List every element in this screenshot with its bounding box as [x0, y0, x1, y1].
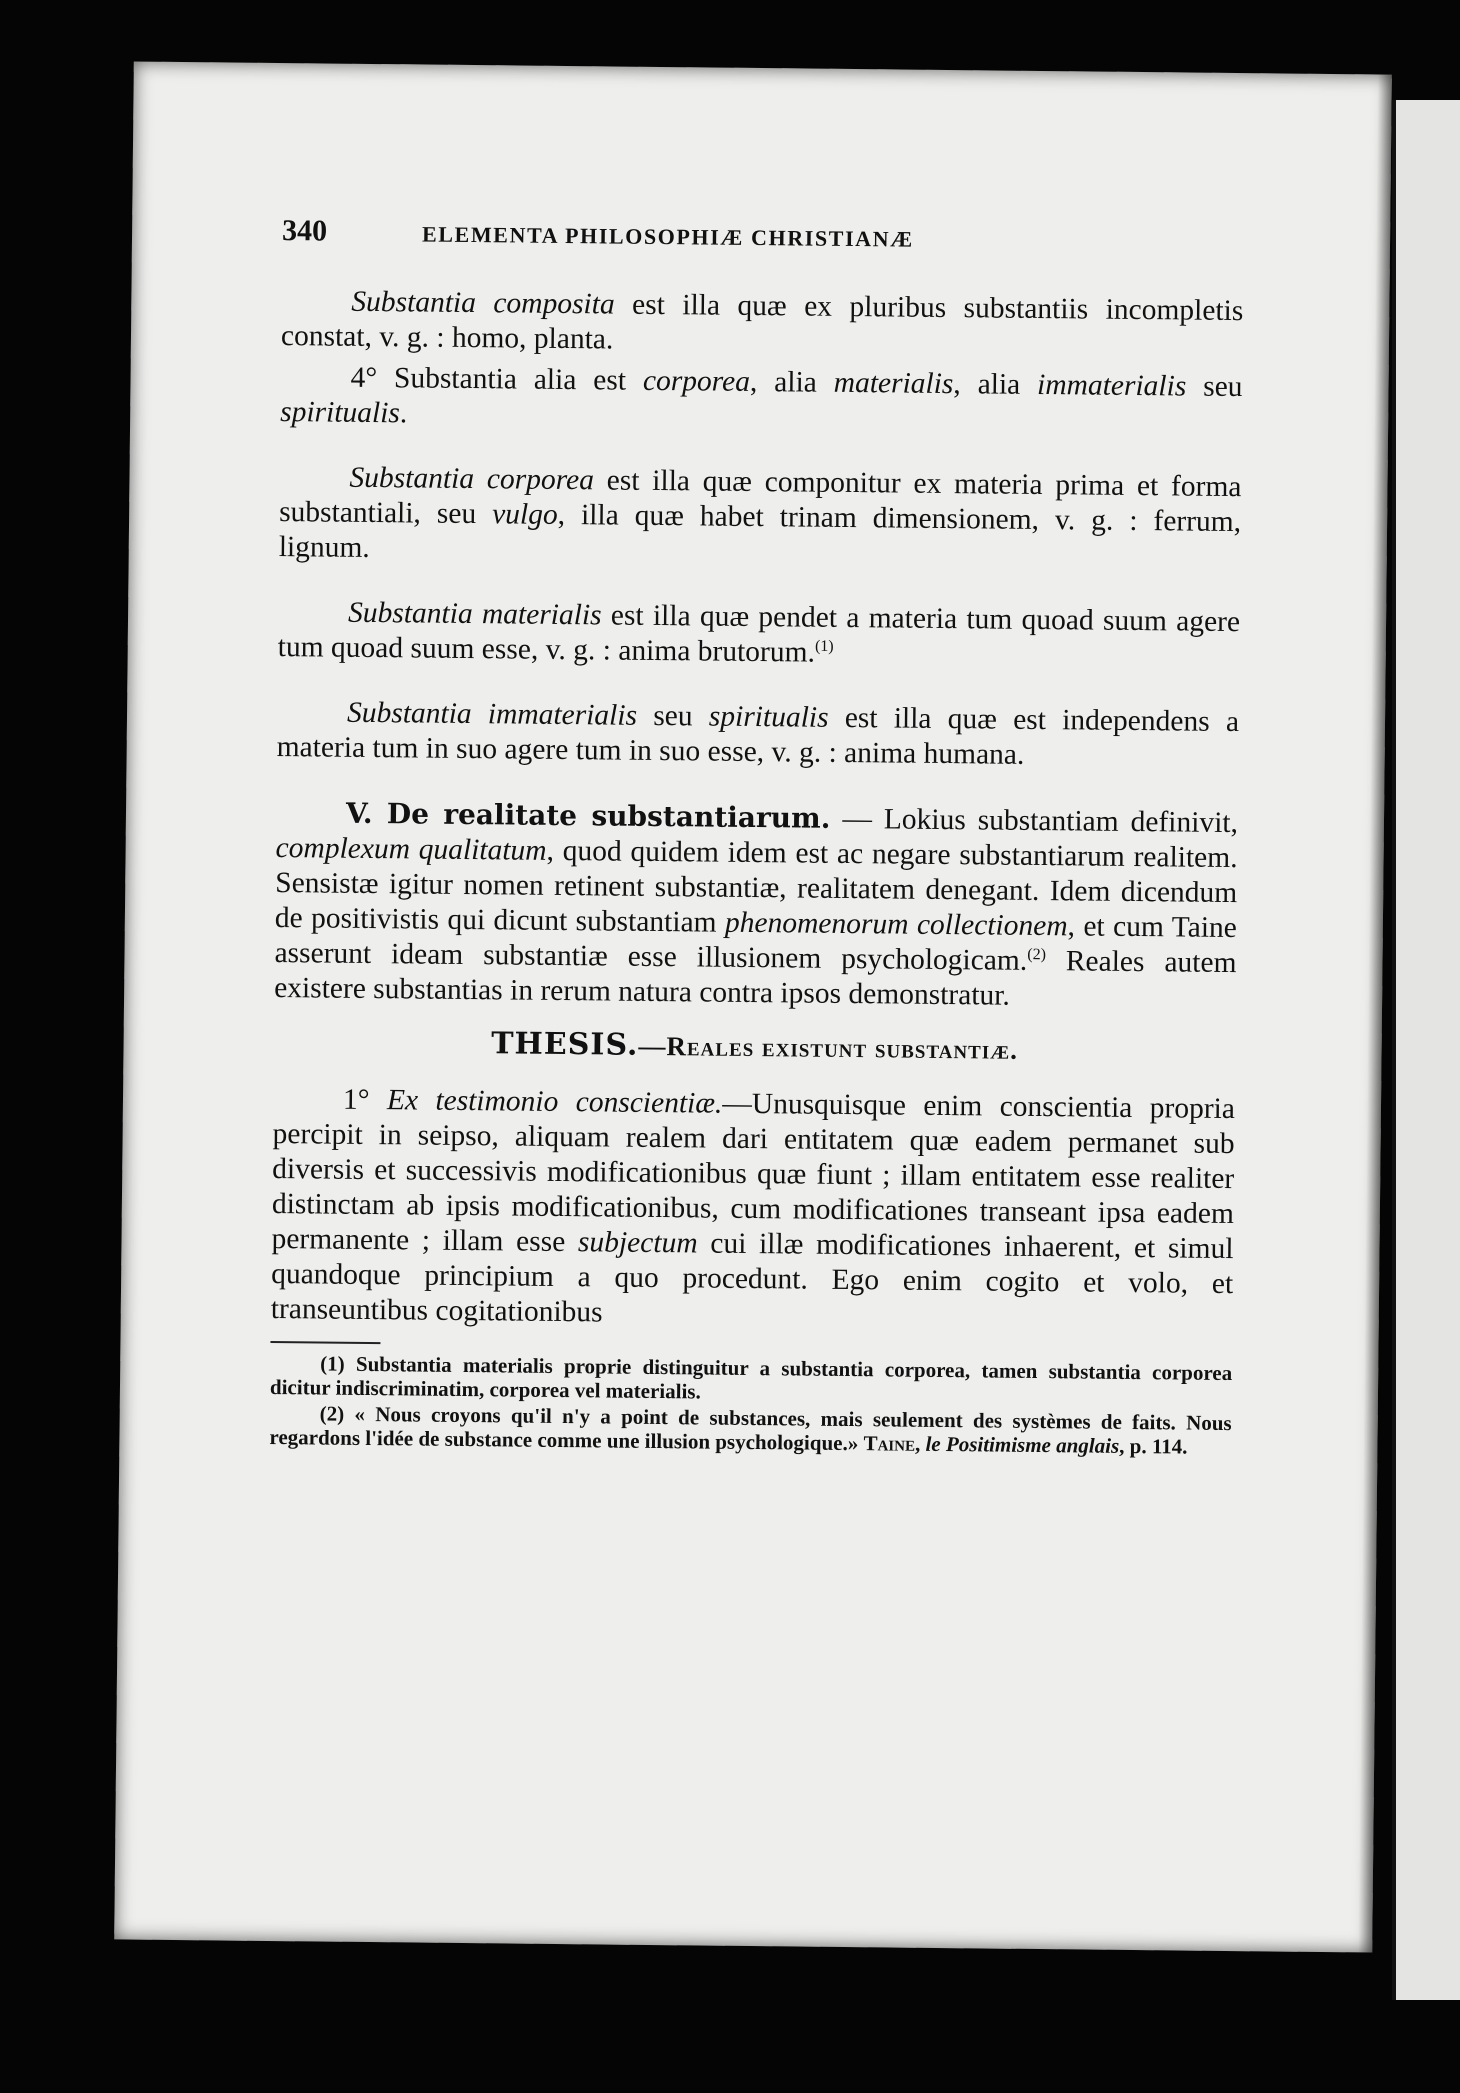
term: spiritualis [708, 700, 829, 734]
text: , quod quidem idem est ac negare substantiarum realitem. Sensistæ igitur nomen retinent substantiæ, realitatem denegant. Idem dicendum de positivistis qui dicunt substantiam [274, 834, 1238, 939]
text: , illa quæ habet trinam dimensionem, v. g. : ferrum, lignum. [278, 498, 1242, 564]
page-number: 340 [281, 214, 328, 248]
text: 1° [342, 1083, 388, 1117]
paragraph-realitate [274, 795, 1238, 1016]
paragraph-corporea [279, 460, 1242, 575]
running-head: ELEMENTA PHILOSOPHIÆ CHRISTIANÆ [421, 221, 914, 252]
paragraph-immaterialis [277, 695, 1240, 775]
term: Substantia materialis [347, 596, 602, 632]
paragraph-division [280, 360, 1243, 440]
footnote-ref-2: (2) [1027, 946, 1047, 964]
term: subjectum [577, 1226, 698, 1260]
text: . [399, 397, 408, 430]
text: —Unusquisque enim conscientia propria percipit in seipso, aliquam realem dari entitatem quæ eadem permanet sub diversis et successivis modificationibus quæ fiunt ; illam entitatem esse realiter distinctam ab ipsis modificationibus, cum modificationes transeant ipsa eadem permanente ; illam esse [271, 1087, 1236, 1259]
text: , alia [749, 365, 834, 399]
text: 4° Substantia alia est [350, 361, 644, 397]
thesis-label: THESIS. [491, 1026, 639, 1063]
footnote-rule [270, 1341, 380, 1344]
paragraph-conscientia [271, 1082, 1236, 1337]
text: , et cum Taine asserunt ideam substantiæ esse illusionem psychologicam. [274, 910, 1238, 977]
book-page [114, 61, 1392, 1952]
term: spiritualis [280, 396, 401, 430]
term: corporea [642, 364, 751, 398]
term: Substantia corporea [349, 461, 595, 497]
work-title: le Positimisme anglais [925, 1431, 1120, 1458]
text: est illa quæ ex pluribus substantiis incompletis constat, v. g. : homo, planta. [280, 288, 1244, 356]
author: Taine [863, 1431, 916, 1456]
text: , alia [953, 368, 1038, 401]
footnote-2 [269, 1401, 1231, 1459]
text: est illa quæ est independens a materia tum in suo agere tum in suo esse, v. g. : anima humana. [276, 701, 1240, 771]
paragraph-materialis [278, 595, 1241, 675]
term: Ex testimonio conscientiæ. [386, 1084, 723, 1120]
text: (2) « Nous croyons qu'il n'y a point de substances, mais seulement des systèmes de faits. Nous regardons l'idée de substance comme une illusion psychologique.» [269, 1401, 1232, 1456]
text: — Lokius substantiam definivit, [830, 802, 1239, 840]
page-content [269, 213, 1244, 1461]
text: seu [1186, 370, 1243, 404]
text: , p. 114. [1119, 1433, 1188, 1459]
term: Substantia composita [351, 285, 615, 321]
footnote-ref-1: (1) [814, 637, 834, 655]
term: immaterialis [1036, 368, 1187, 403]
footnote-1: (1) Substantia materialis proprie distinguitur a substantia corporea, tamen substantia corporea dicitur indiscriminatim, corporea vel materialis. [269, 1351, 1233, 1404]
section-title: V. De realitate substantiarum. [345, 796, 831, 835]
text: est illa quæ componitur ex materia prima et forma substantiali, seu [278, 464, 1242, 531]
text: seu [636, 699, 710, 733]
paragraph-composita [281, 284, 1244, 364]
term: Substantia immaterialis [346, 696, 638, 732]
term: materialis [833, 366, 954, 401]
thesis-heading [273, 1024, 1235, 1070]
text: Reales autem existere substantias in rerum natura contra ipsos demonstratur. [274, 945, 1237, 1012]
next-page-edge [1392, 100, 1460, 2000]
footnotes [269, 1351, 1232, 1459]
page-header [282, 213, 1244, 260]
term: complexum qualitatum [275, 831, 547, 867]
text: est illa quæ pendet a materia tum quoad suum agere tum quoad suum esse, v. g. : anima brutorum. [277, 599, 1241, 669]
text: cui illæ modificationes inhaerent, et simul quandoque principium a quo procedunt. Ego enim cogito et volo, et transeuntibus cogitationibus [270, 1227, 1234, 1329]
term: phenomenorum collectionem [724, 906, 1068, 943]
term: vulgo [492, 498, 558, 531]
text: , [914, 1431, 926, 1456]
thesis-text: —Reales existunt substantiæ. [638, 1030, 1019, 1065]
